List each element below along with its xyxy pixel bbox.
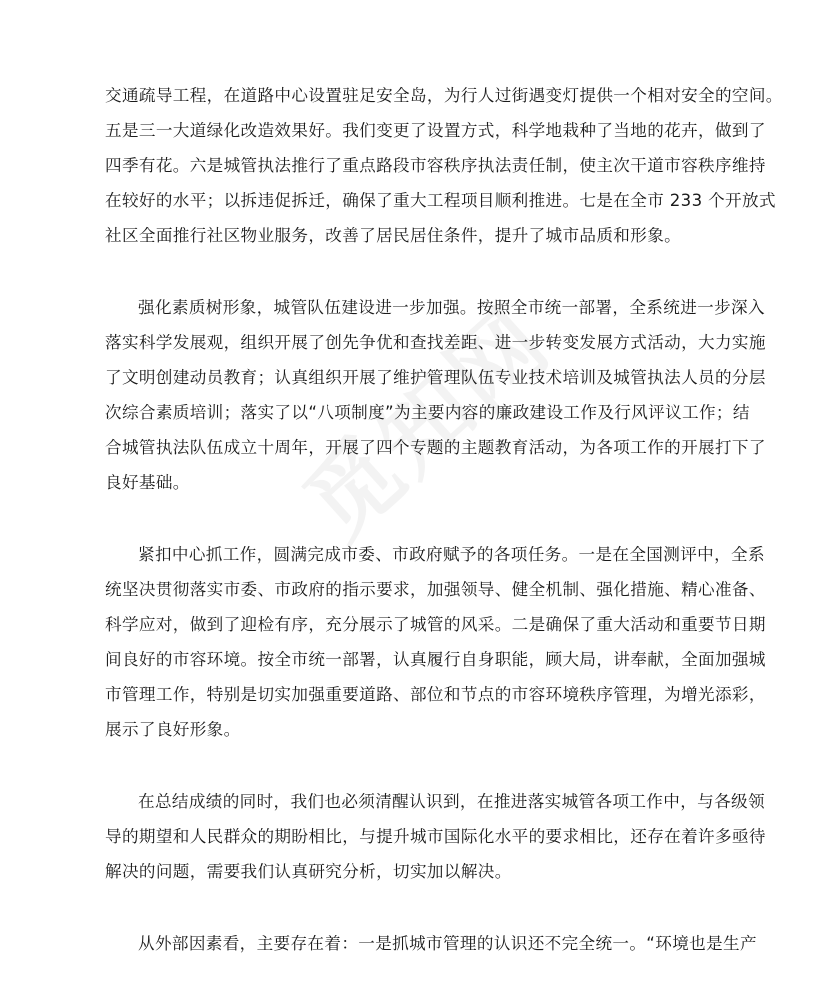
- paragraph-gap: [105, 253, 731, 290]
- text-line: 统坚决贯彻落实市委、市政府的指示要求，加强领导、健全机制、强化措施、精心准备、: [105, 580, 766, 599]
- text-line: 落实科学发展观，组织开展了创先争优和查找差距、进一步转变发展方式活动，大力实施: [105, 333, 766, 352]
- paragraph-problems: [105, 784, 766, 889]
- text-line: 强化素质树形象，城管队伍建设进一步加强。按照全市统一部署，全系统进一步深入: [138, 298, 765, 317]
- text-line: 良好基础。: [105, 473, 190, 492]
- text-line: 在总结成绩的同时，我们也必须清醒认识到，在推进落实城管各项工作中，与各级领: [138, 792, 765, 811]
- text-line: 从外部因素看，主要存在着：一是抓城市管理的认识还不完全统一。“环境也是生产: [138, 934, 757, 953]
- text-line: 五是三一大道绿化改造效果好。我们变更了设置方式，科学地栽种了当地的花卉，做到了: [105, 121, 766, 140]
- paragraph-external-factors: [105, 926, 757, 961]
- paragraph-continuation: [105, 78, 783, 253]
- paragraph-gap: [105, 889, 731, 926]
- text-line: 展示了良好形象。: [105, 720, 241, 739]
- text-line: 了文明创建动员教育；认真组织开展了维护管理队伍专业技术培训及城管执法人员的分层: [105, 368, 766, 387]
- text-line: 导的期望和人民群众的期盼相比，与提升城市国际化水平的要求相比，还存在着许多亟待: [105, 827, 766, 846]
- document-body: [105, 78, 783, 961]
- text-line: 紧扣中心抓工作，圆满完成市委、市政府赋予的各项任务。一是在全国测评中，全系: [138, 545, 765, 564]
- text-line: 合城管执法队伍成立十周年，开展了四个专题的主题教育活动，为各项工作的开展打下了: [105, 438, 766, 457]
- paragraph-gap: [105, 500, 731, 537]
- text-line: 社区全面推行社区物业服务，改善了居民居住条件，提升了城市品质和形象。: [105, 226, 682, 245]
- text-line: 市管理工作，特别是切实加强重要道路、部位和节点的市容环境秩序管理，为增光添彩，: [105, 685, 766, 704]
- text-line: 科学应对，做到了迎检有序，充分展示了城管的风采。二是确保了重大活动和重要节日期: [105, 615, 766, 634]
- text-line: 交通疏导工程，在道路中心设置驻足安全岛，为行人过街遇变灯提供一个相对安全的空间。: [105, 86, 783, 105]
- text-line: 次综合素质培训；落实了以“八项制度”为主要内容的廉政建设工作及行风评议工作；结: [105, 403, 750, 422]
- paragraph-gap: [105, 747, 731, 784]
- paragraph-team-building: [105, 290, 766, 500]
- text-line: 在较好的水平；以拆违促拆迁，确保了重大工程项目顺利推进。七是在全市 233 个开放式: [105, 191, 776, 210]
- text-line: 解决的问题，需要我们认真研究分析，切实加以解决。: [105, 862, 512, 881]
- text-line: 四季有花。六是城管执法推行了重点路段市容秩序执法责任制，使主次干道市容秩序维持: [105, 156, 766, 175]
- text-line: 间良好的市容环境。按全市统一部署，认真履行自身职能，顾大局，讲奉献，全面加强城: [105, 650, 766, 669]
- paragraph-central-tasks: [105, 537, 766, 747]
